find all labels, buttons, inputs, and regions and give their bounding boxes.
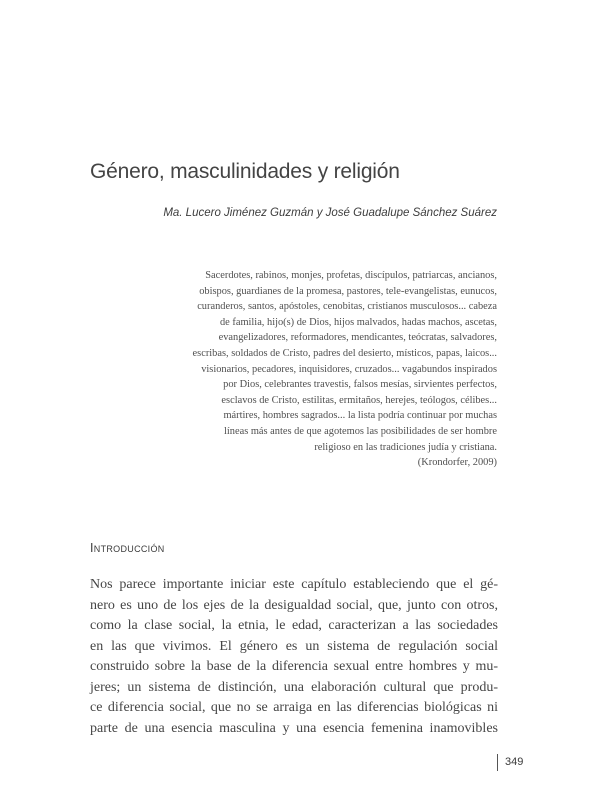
chapter-title: Género, masculinidades y religión (90, 160, 400, 183)
body-line: jeres; un sistema de distinción, una elaboración cultural que produ- (90, 679, 498, 695)
epigraph-line: visionarios, pecadores, inquisidores, cruzados... vagabundos inspirados (201, 363, 497, 375)
epigraph-line: por Dios, celebrantes travestis, falsos mesías, sirvientes perfectos, (223, 379, 497, 391)
body-line: Nos parece importante iniciar este capítulo estableciendo que el gé- (90, 577, 498, 592)
epigraph-line: líneas más antes de que agotemos las posibilidades de ser hombre (224, 425, 497, 437)
epigraph-line: curanderos, santos, apóstoles, cenobitas, cristianos musculosos... cabeza (197, 301, 497, 313)
epigraph-line: de familia, hijo(s) de Dios, hijos malvados, hadas machos, ascetas, (219, 316, 497, 328)
body-paragraph (90, 575, 498, 739)
epigraph-line: religioso en las tradiciones judía y cristiana. (314, 441, 497, 453)
section-heading: Introducción (90, 541, 165, 555)
body-line: como la clase social, la etnia, le edad, caracterizan a las sociedades (90, 618, 498, 633)
body-line: parte de una esencia masculina y una esencia femenina inamovibles (90, 720, 498, 736)
page-number: 349 (505, 756, 524, 768)
epigraph-citation: (Krondorfer, 2009) (417, 457, 497, 469)
epigraph-line: esclavos de Cristo, estilitas, ermitaños, herejes, teólogos, célibes... (221, 394, 497, 406)
body-line: ce diferencia social, que no se arraiga en las diferencias biológicas ni (90, 700, 498, 715)
page-number-divider (497, 754, 498, 771)
epigraph-line: escribas, soldados de Cristo, padres del desierto, místicos, papas, laicos... (192, 347, 497, 359)
body-line: construido sobre la base de la diferencia sexual entre hombres y mu- (90, 659, 498, 674)
epigraph (137, 268, 497, 471)
epigraph-line: mártires, hombres sagrados... la lista podría continuar por muchas (223, 410, 497, 422)
epigraph-line: evangelizadores, reformadores, mendicantes, teócratas, salvadores, (218, 332, 497, 344)
body-line: en las que vivimos. El género es un sistema de regulación social (90, 638, 498, 654)
epigraph-line: obispos, guardianes de la promesa, pastores, tele-evangelistas, eunucos, (199, 285, 497, 297)
chapter-authors: Ma. Lucero Jiménez Guzmán y José Guadalupe Sánchez Suárez (163, 207, 497, 219)
epigraph-line: Sacerdotes, rabinos, monjes, profetas, discípulos, patriarcas, ancianos, (205, 270, 497, 281)
body-line: nero es uno de los ejes de la desigualdad social, que, junto con otros, (90, 597, 498, 613)
